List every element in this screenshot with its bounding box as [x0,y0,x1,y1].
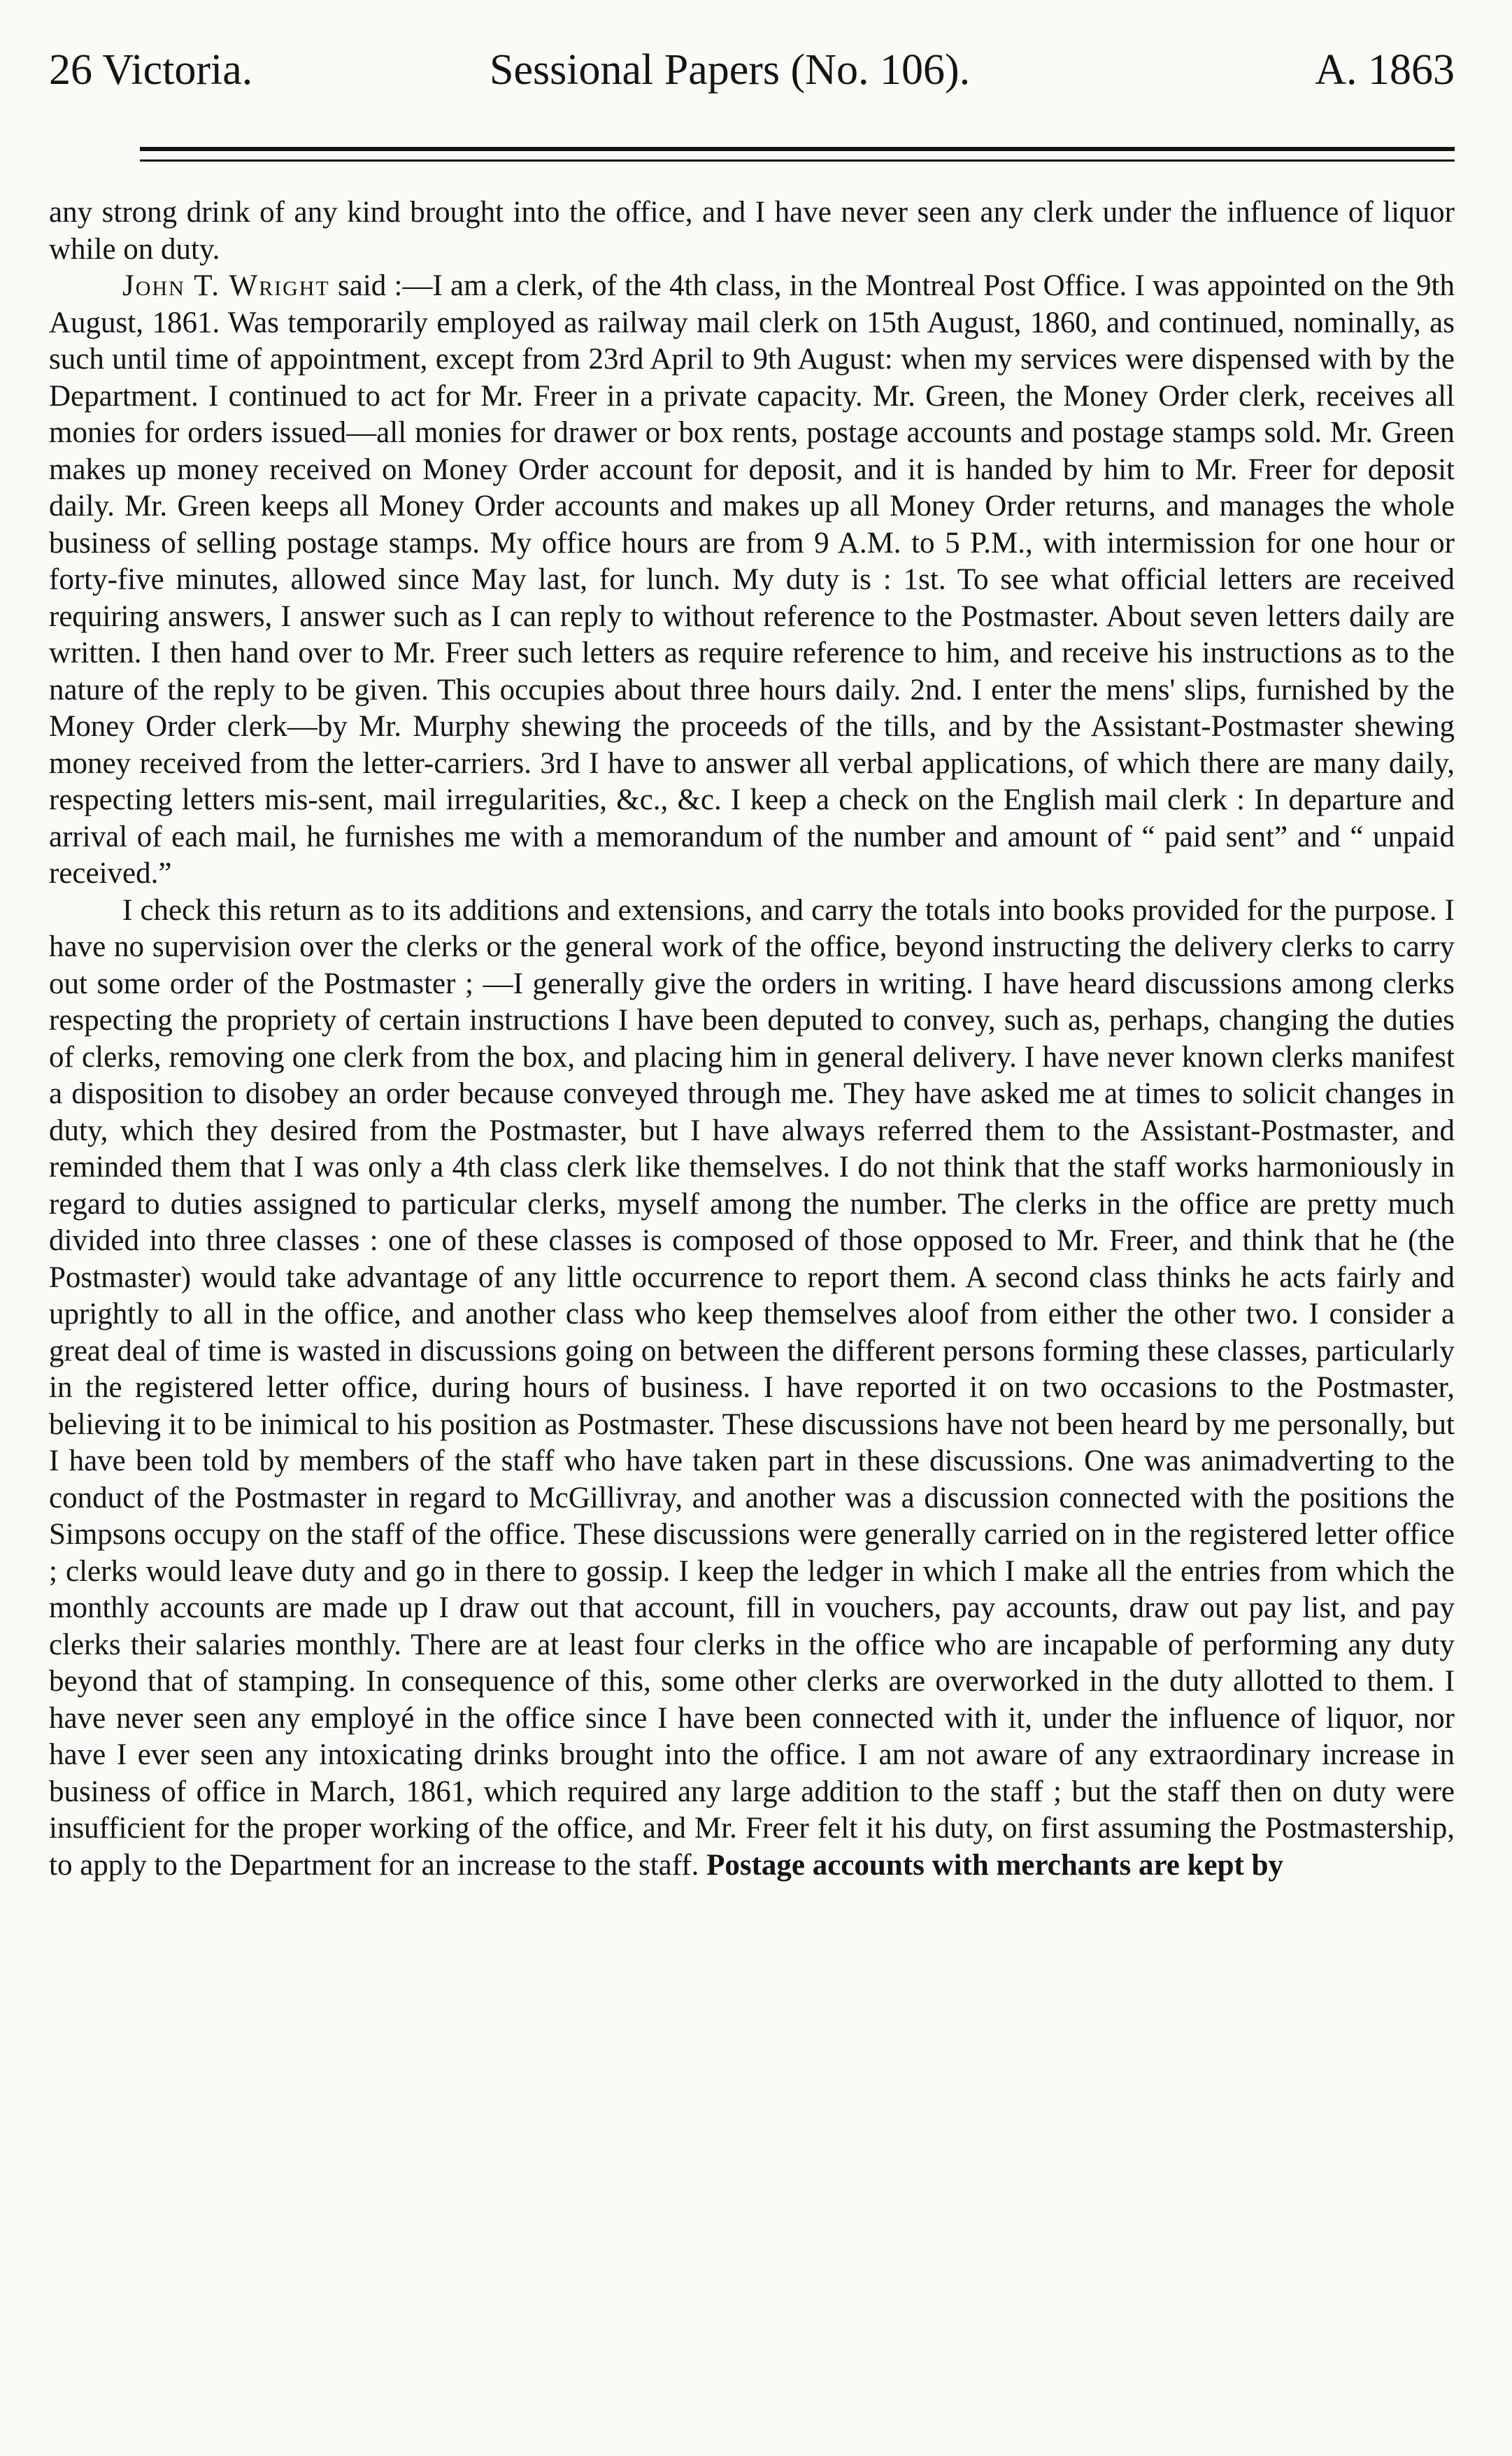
running-header [49,35,1455,105]
paragraph-testimony-continued [49,893,1455,1884]
header-year: A. 1863 [1315,46,1455,94]
paragraph-continuation [49,194,1455,268]
witness-name: John T. Wright [122,269,330,302]
paragraph-testimony [49,268,1455,893]
body-text [49,194,1455,1884]
paragraph-text: any strong drink of any kind brought into the office, and I have never seen any clerk under the influence of liquor while on duty. [49,196,1455,266]
header-title: Sessional Papers (No. 106). [490,46,971,94]
header-volume: 26 Victoria. [49,46,253,94]
header-rule-thick [140,147,1455,151]
paragraph-text: I check this return as to its additions and extensions, and carry the totals into books provided for the purpose. I have no supervision over the clerks or the general work of the office, beyond instructing the delivery clerks to carry out some order of the Postmaster ; —I generally give the orders in writing. I have heard discussions among clerks respecting the propriety of certain instructions I have been deputed to convey, such as, perhaps, changing the duties of clerks, removing one clerk from the box, and placing him in general delivery. I have never known clerks manifest a disposition to disobey an order because conveyed through me. They have asked me at times to solicit changes in duty, which they desired from the Postmaster, but I have always referred them to the Assistant-Postmaster, and reminded them that I was only a 4th class clerk like themselves. I do not think that the staff works harmoniously in regard to duties assigned to particular clerks, myself among the number. The clerks in the office are pretty much divided into three classes : one of these classes is composed of those opposed to Mr. Freer, and think that he (the Postmaster) would take advantage of any little occurrence to report them. A second class thinks he acts fairly and uprightly to all in the office, and another class who keep themselves aloof from either the other two. I consider a great deal of time is wasted in discussions going on between the different persons forming these classes, particularly in the registered letter office, during hours of business. I have reported it on two occasions to the Postmaster, believing it to be inimical to his position as Postmaster. These discussions have not been heard by me personally, but I have been told by members of the staff who have taken part in these discussions. One was animadverting to the conduct of the Postmaster in regard to McGillivray, and another was a discussion connected with the positions the Simpsons occupy on the staff of the office. These discussions were generally carried on in the registered letter office ; clerks would leave duty and go in there to gossip. I keep the ledger in which I make all the entries from which the monthly accounts are made up I draw out that account, fill in vouchers, pay accounts, draw out pay list, and pay clerks their salaries monthly. There are at least four clerks in the office who are incapable of performing any duty beyond that of stamping. In consequence of this, some other clerks are overworked in the duty allotted to them. I have never seen any employé in the office since I have been connected with it, under the influence of liquor, nor have I ever seen any intoxicating drinks brought into the office. I am not aware of any extraordinary increase in business of office in March, 1861, which required any large addition to the staff ; but the staff then on duty were insufficient for the proper working of the office, and Mr. Freer felt it his duty, on first assuming the Postmastership, to apply to the Department for an increase to the staff. [49,893,1455,1882]
paragraph-text: said :—I am a clerk, of the 4th class, in the Montreal Post Office. I was appointed on the 9th August, 1861. Was temporarily employed as railway mail clerk on 15th August, 1860, and continued, nominally, as such until time of appointment, except from 23rd April to 9th August: when my services were dispensed with by the Department. I continued to act for Mr. Freer in a private capacity. Mr. Green, the Money Order clerk, receives all monies for orders issued—all monies for drawer or box rents, postage accounts and postage stamps sold. Mr. Green makes up money received on Money Order account for deposit, and it is handed by him to Mr. Freer for deposit daily. Mr. Green keeps all Money Order accounts and makes up all Money Order returns, and manages the whole business of selling postage stamps. My office hours are from 9 A.M. to 5 P.M., with intermission for one hour or forty-five minutes, allowed since May last, for lunch. My duty is : 1st. To see what official letters are received requiring answers, I answer such as I can reply to without reference to the Postmaster. About seven letters daily are written. I then hand over to Mr. Freer such letters as require reference to him, and receive his instructions as to the nature of the reply to be given. This occupies about three hours daily. 2nd. I enter the mens' slips, furnished by the Money Order clerk—by Mr. Murphy shewing the proceeds of the tills, and by the Assistant-Postmaster shewing money received from the letter-carriers. 3rd I have to answer all verbal applications, of which there are many daily, respecting letters mis-sent, mail irregularities, &c., &c. I keep a check on the English mail clerk : In departure and arrival of each mail, he furnishes me with a memorandum of the number and amount of “ paid sent” and “ unpaid received.” [49,269,1455,890]
header-rule-thin [140,159,1455,162]
paragraph-bold-tail: Postage accounts with merchants are kept by [706,1848,1284,1882]
